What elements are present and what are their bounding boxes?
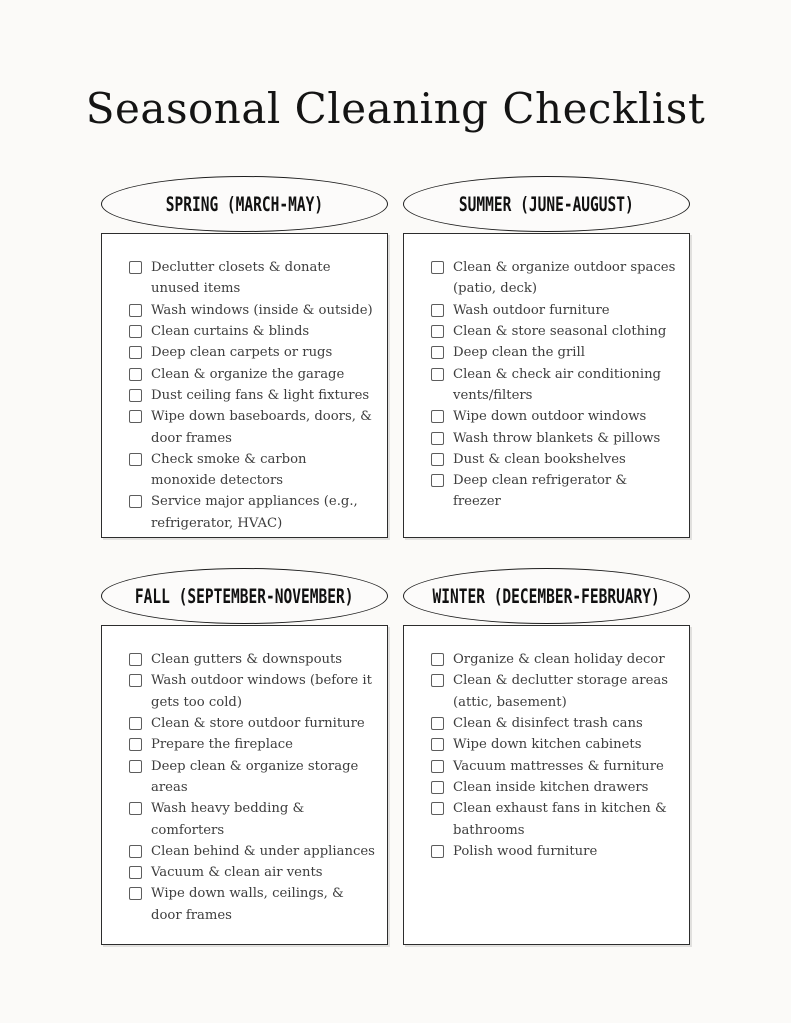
checkbox[interactable] [431, 717, 444, 730]
checklist-item-label: Deep clean the grill [453, 345, 585, 361]
checkbox[interactable] [129, 368, 142, 381]
section-header-label: WINTER (DECEMBER-FEBRUARY) [432, 584, 661, 608]
checkbox[interactable] [431, 845, 444, 858]
checklist-item-label: Check smoke & carbon monoxide detectors [151, 451, 307, 489]
checkbox[interactable] [129, 410, 142, 423]
checklist-items [431, 649, 677, 862]
checklist-item [129, 649, 375, 670]
checklist-item-label: Prepare the fireplace [151, 737, 293, 753]
checkbox[interactable] [431, 760, 444, 773]
checklist-item [129, 300, 375, 321]
checklist-grid [101, 176, 690, 945]
checklist-item [431, 257, 677, 300]
checklist-item [431, 841, 677, 862]
checklist-item [431, 342, 677, 363]
section-box [101, 233, 388, 538]
checklist-item-label: Clean behind & under appliances [151, 843, 375, 859]
checkbox[interactable] [129, 346, 142, 359]
checkbox[interactable] [431, 653, 444, 666]
checklist-item [431, 649, 677, 670]
checklist-item [431, 449, 677, 470]
checklist-item [129, 321, 375, 342]
section-spring [101, 176, 388, 538]
checkbox[interactable] [431, 368, 444, 381]
checklist-item-label: Clean & store seasonal clothing [453, 324, 667, 340]
checklist-item-label: Polish wood furniture [453, 843, 598, 859]
checklist-items [129, 257, 375, 534]
checklist-item [129, 841, 375, 862]
checklist-item [431, 300, 677, 321]
checklist-item-label: Clean & disinfect trash cans [453, 716, 643, 732]
section-header-ellipse [101, 176, 388, 232]
checklist-item-label: Wash outdoor windows (before it gets too cold) [151, 673, 372, 710]
checklist-item [129, 756, 375, 799]
checklist-item-label: Wash outdoor furniture [453, 302, 610, 318]
section-winter [403, 568, 690, 945]
checkbox[interactable] [129, 674, 142, 687]
checklist-item-label: Wipe down walls, ceilings, & door frames [151, 886, 344, 923]
checklist-item-label: Clean & check air conditioning vents/filters [453, 366, 661, 403]
section-fall [101, 568, 388, 945]
checklist-item [129, 364, 375, 385]
section-box [403, 625, 690, 945]
checkbox[interactable] [431, 738, 444, 751]
checklist-item-label: Clean & organize outdoor spaces (patio, deck) [453, 260, 676, 297]
section-box [101, 625, 388, 945]
checklist-item [431, 670, 677, 713]
checklist-item [129, 670, 375, 713]
checkbox[interactable] [431, 474, 444, 487]
checkbox[interactable] [129, 887, 142, 900]
checklist-item [431, 321, 677, 342]
checklist-item-label: Wipe down baseboards, doors, & door frames [151, 409, 372, 446]
checkbox[interactable] [129, 453, 142, 466]
document-page [0, 86, 791, 1023]
checklist-item [431, 798, 677, 841]
checklist-item [129, 449, 375, 492]
checklist-item-label: Wash windows (inside & outside) [151, 302, 373, 318]
section-header-label: SPRING (MARCH-MAY) [165, 192, 324, 216]
checklist-item [431, 364, 677, 407]
checkbox[interactable] [129, 717, 142, 730]
checkbox[interactable] [129, 304, 142, 317]
checklist-item [129, 713, 375, 734]
checklist-item-label: Wipe down kitchen cabinets [453, 737, 642, 753]
checkbox[interactable] [431, 410, 444, 423]
checkbox[interactable] [431, 781, 444, 794]
checklist-item-label: Deep clean carpets or rugs [151, 345, 333, 361]
checklist-item-label: Clean curtains & blinds [151, 324, 310, 340]
section-header-ellipse [101, 568, 388, 624]
checkbox[interactable] [129, 845, 142, 858]
checkbox[interactable] [431, 453, 444, 466]
checklist-item [129, 342, 375, 363]
checklist-item [129, 406, 375, 449]
checkbox[interactable] [431, 261, 444, 274]
checkbox[interactable] [129, 738, 142, 751]
checkbox[interactable] [129, 653, 142, 666]
checklist-item-label: Vacuum & clean air vents [151, 865, 323, 881]
checkbox[interactable] [431, 346, 444, 359]
checklist-item [129, 257, 375, 300]
checklist-item-label: Clean gutters & downspouts [151, 652, 343, 668]
checkbox[interactable] [129, 325, 142, 338]
checklist-item [129, 798, 375, 841]
checklist-items [129, 649, 375, 926]
checklist-items [431, 257, 677, 513]
checklist-item [431, 734, 677, 755]
checklist-item-label: Dust & clean bookshelves [453, 451, 626, 467]
checkbox[interactable] [129, 760, 142, 773]
checklist-item [129, 862, 375, 883]
checklist-item-label: Organize & clean holiday decor [453, 652, 665, 668]
checklist-item-label: Clean inside kitchen drawers [453, 779, 649, 795]
checklist-item [431, 777, 677, 798]
section-header-label: SUMMER (JUNE-AUGUST) [459, 192, 634, 216]
checklist-item-label: Clean & declutter storage areas (attic, basement) [453, 673, 669, 710]
checklist-item [129, 491, 375, 534]
checkbox[interactable] [431, 674, 444, 687]
checkbox[interactable] [431, 304, 444, 317]
checklist-item [431, 406, 677, 427]
checkbox[interactable] [129, 802, 142, 815]
checklist-item-label: Declutter closets & donate unused items [151, 260, 331, 297]
checklist-item [431, 470, 677, 513]
section-header-ellipse [403, 176, 690, 232]
checkbox[interactable] [431, 325, 444, 338]
checkbox[interactable] [129, 495, 142, 508]
section-header-label: FALL (SEPTEMBER-NOVEMBER) [135, 584, 354, 608]
checkbox[interactable] [431, 802, 444, 815]
checklist-item-label: Clean & organize the garage [151, 366, 345, 382]
checklist-item-label: Wipe down outdoor windows [453, 409, 647, 425]
section-header-ellipse [403, 568, 690, 624]
checklist-item [431, 713, 677, 734]
checklist-item-label: Deep clean & organize storage areas [151, 758, 359, 795]
checkbox[interactable] [431, 432, 444, 445]
checklist-item-label: Clean exhaust fans in kitchen & bathrooms [453, 801, 667, 838]
checklist-item [129, 734, 375, 755]
checklist-item [129, 385, 375, 406]
checklist-item [431, 428, 677, 449]
section-summer [403, 176, 690, 538]
checklist-item-label: Wash heavy bedding & comforters [151, 801, 305, 838]
section-box [403, 233, 690, 538]
checklist-item-label: Clean & store outdoor furniture [151, 716, 365, 732]
checklist-item-label: Dust ceiling fans & light fixtures [151, 387, 370, 403]
checklist-item-label: Wash throw blankets & pillows [453, 430, 661, 446]
checkbox[interactable] [129, 866, 142, 879]
page-title: Seasonal Cleaning Checklist [85, 84, 706, 133]
checklist-item-label: Vacuum mattresses & furniture [453, 758, 664, 774]
checkbox[interactable] [129, 261, 142, 274]
checklist-item-label: Service major appliances (e.g., refrigerator, HVAC) [151, 494, 358, 531]
checklist-item [431, 756, 677, 777]
checkbox[interactable] [129, 389, 142, 402]
checklist-item [129, 883, 375, 926]
checklist-item-label: Deep clean refrigerator & freezer [453, 473, 628, 510]
